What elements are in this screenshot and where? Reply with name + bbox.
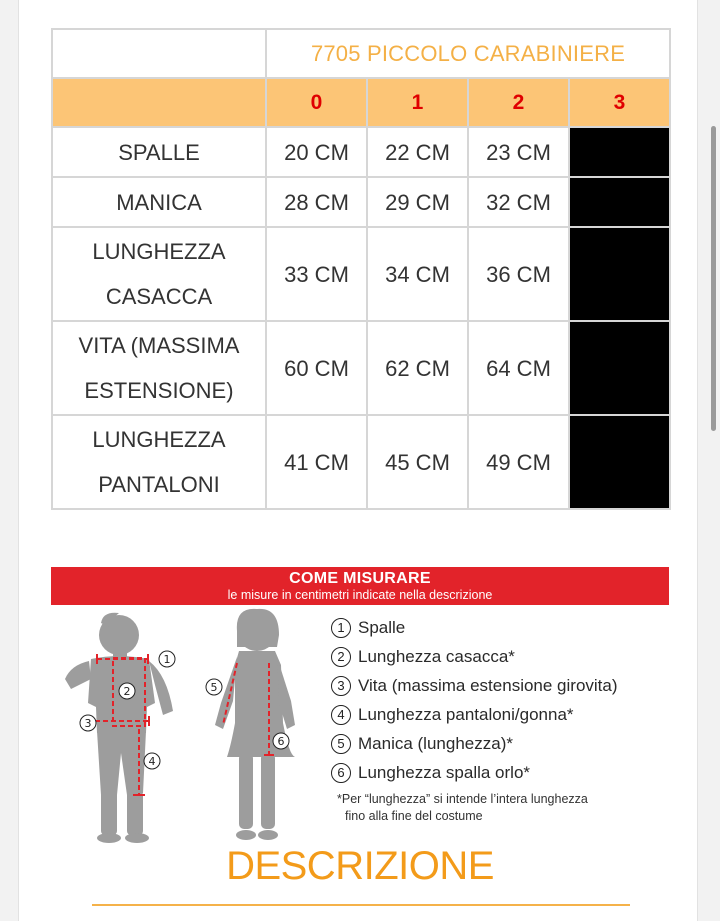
- legend-label: Spalle: [358, 617, 406, 637]
- legend-item: [331, 642, 669, 671]
- size-chart-table: [51, 28, 671, 510]
- table-cell: 20 CM: [266, 127, 367, 177]
- row-label-line-2: ESTENSIONE): [84, 378, 234, 403]
- row-label-line-1: LUNGHEZZA: [92, 427, 226, 452]
- size-header-row: [52, 78, 670, 127]
- row-label: [52, 415, 266, 509]
- number-circle-icon: 3: [331, 676, 351, 696]
- number-circle-icon: 2: [331, 647, 351, 667]
- number-circle-icon: 1: [331, 618, 351, 638]
- row-label: MANICA: [52, 177, 266, 227]
- svg-text:6: 6: [277, 735, 285, 748]
- legend-label: Lunghezza casacca*: [358, 646, 515, 666]
- size-header-1: 1: [367, 78, 468, 127]
- number-circle-icon: 6: [331, 763, 351, 783]
- svg-text:3: 3: [84, 717, 92, 730]
- measurement-figures-illustration: [51, 605, 331, 849]
- marker-1-icon: [159, 651, 175, 667]
- legend-label: Manica (lunghezza)*: [358, 733, 513, 753]
- legend-item: [331, 700, 669, 729]
- table-cell: 33 CM: [266, 227, 367, 321]
- how-to-measure-banner: [51, 567, 669, 605]
- table-title-row: [52, 29, 670, 78]
- svg-text:2: 2: [123, 685, 131, 698]
- marker-6-icon: [273, 733, 289, 749]
- table-cell: 32 CM: [468, 177, 569, 227]
- table-cell: 22 CM: [367, 127, 468, 177]
- table-cell: 62 CM: [367, 321, 468, 415]
- size-header-0: 0: [266, 78, 367, 127]
- marker-3-icon: [80, 715, 96, 731]
- row-label-line-2: PANTALONI: [98, 472, 220, 497]
- table-cell: 49 CM: [468, 415, 569, 509]
- svg-text:5: 5: [210, 681, 218, 694]
- table-cell: 34 CM: [367, 227, 468, 321]
- table-row: [52, 415, 670, 509]
- length-footnote: [337, 791, 667, 825]
- girl-silhouette: [215, 609, 295, 840]
- how-to-measure-title: COME MISURARE: [289, 570, 431, 587]
- table-row: [52, 227, 670, 321]
- section-underline: [92, 904, 630, 906]
- table-cell: 29 CM: [367, 177, 468, 227]
- legend-label: Vita (massima estensione girovita): [358, 675, 618, 695]
- table-cell: 64 CM: [468, 321, 569, 415]
- page-frame-right: [697, 0, 720, 921]
- size-header-3: 3: [569, 78, 670, 127]
- legend-item: [331, 613, 669, 642]
- footnote-line-2: fino alla fine del costume: [345, 809, 483, 823]
- number-circle-icon: 4: [331, 705, 351, 725]
- row-label: [52, 321, 266, 415]
- how-to-measure-subtitle: le misure in centimetri indicate nella descrizione: [227, 588, 493, 602]
- blacked-out-cell: [569, 177, 670, 227]
- blacked-out-cell: [569, 127, 670, 177]
- row-label: [52, 227, 266, 321]
- table-cell: 23 CM: [468, 127, 569, 177]
- legend-item: [331, 671, 669, 700]
- row-label: SPALLE: [52, 127, 266, 177]
- table-cell: 28 CM: [266, 177, 367, 227]
- number-circle-icon: 5: [331, 734, 351, 754]
- measurement-legend: [331, 613, 669, 787]
- marker-5-icon: [206, 679, 222, 695]
- legend-label: Lunghezza pantaloni/gonna*: [358, 704, 574, 724]
- table-corner-cell: [52, 29, 266, 78]
- table-cell: 45 CM: [367, 415, 468, 509]
- table-title: 7705 PICCOLO CARABINIERE: [266, 29, 670, 78]
- legend-item: [331, 729, 669, 758]
- svg-text:1: 1: [163, 653, 171, 666]
- svg-text:4: 4: [148, 755, 156, 768]
- table-row: [52, 127, 670, 177]
- marker-4-icon: [144, 753, 160, 769]
- blacked-out-cell: [569, 415, 670, 509]
- table-row: [52, 177, 670, 227]
- size-header-2: 2: [468, 78, 569, 127]
- table-cell: 60 CM: [266, 321, 367, 415]
- how-to-measure-panel: [51, 567, 669, 849]
- table-row: [52, 321, 670, 415]
- footnote-line-1: *Per “lunghezza” si intende l’intera lunghezza: [337, 792, 588, 806]
- row-label-line-2: CASACCA: [105, 284, 213, 309]
- scrollbar-thumb[interactable]: [711, 126, 716, 431]
- legend-label: Lunghezza spalla orlo*: [358, 762, 531, 782]
- marker-2-icon: [119, 683, 135, 699]
- size-header-blank: [52, 78, 266, 127]
- legend-item: [331, 758, 669, 787]
- table-cell: 41 CM: [266, 415, 367, 509]
- blacked-out-cell: [569, 227, 670, 321]
- table-cell: 36 CM: [468, 227, 569, 321]
- row-label-line-1: LUNGHEZZA: [92, 239, 226, 264]
- blacked-out-cell: [569, 321, 670, 415]
- page-frame-left: [0, 0, 19, 921]
- row-label-line-1: VITA (MASSIMA: [78, 333, 240, 358]
- section-heading-descrizione: DESCRIZIONE: [226, 844, 494, 888]
